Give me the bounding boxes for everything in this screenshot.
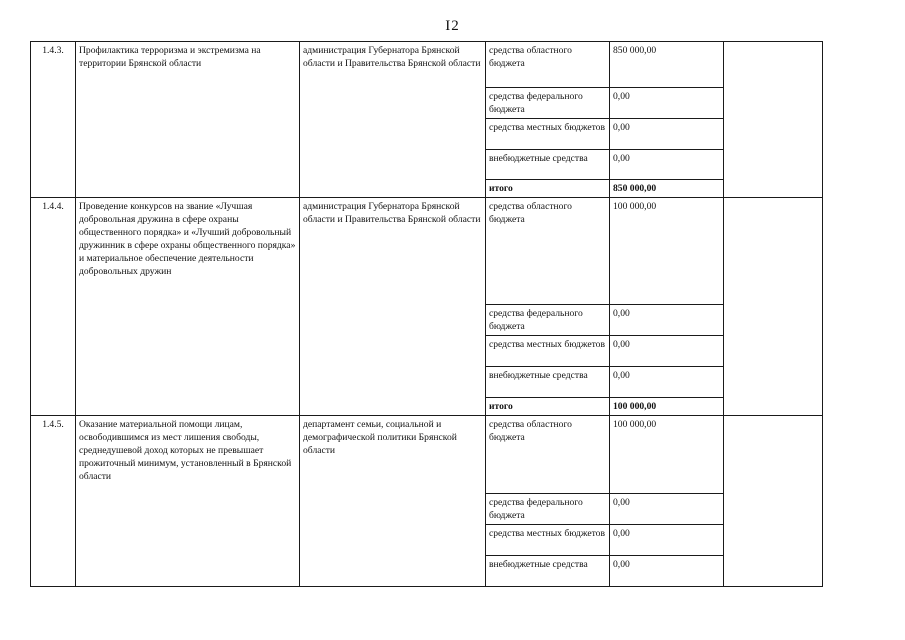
- empty-cell: [724, 198, 823, 416]
- empty-cell: [724, 416, 823, 587]
- funding-source-amount: 0,00: [610, 305, 724, 336]
- funding-source-label: средства местных бюджетов: [486, 119, 610, 150]
- funding-source-label: средства местных бюджетов: [486, 525, 610, 556]
- table-row: [31, 198, 823, 305]
- measure-description: Проведение конкурсов на звание «Лучшая добровольная дружина в сфере охраны общественного порядка» и «Лучший добровольный дружинник в сфере охраны общественного порядка» и материальное обеспечение деятельности добровольных дружин: [76, 198, 300, 416]
- funding-source-label: средства федерального бюджета: [486, 88, 610, 119]
- funding-source-amount: 0,00: [610, 556, 724, 587]
- funding-source-label: средства федерального бюджета: [486, 305, 610, 336]
- funding-source-label: средства федерального бюджета: [486, 494, 610, 525]
- funding-source-amount: 0,00: [610, 494, 724, 525]
- funding-source-amount: 0,00: [610, 367, 724, 398]
- empty-cell: [724, 42, 823, 198]
- funding-source-label: средства областного бюджета: [486, 42, 610, 88]
- measure-executor: администрация Губернатора Брянской области и Правительства Брянской области: [300, 198, 486, 416]
- funding-source-label: средства местных бюджетов: [486, 336, 610, 367]
- funding-source-amount: 0,00: [610, 150, 724, 180]
- funding-source-label: внебюджетные средства: [486, 367, 610, 398]
- funding-source-label: внебюджетные средства: [486, 150, 610, 180]
- total-amount: 100 000,00: [610, 398, 724, 416]
- funding-source-amount: 0,00: [610, 119, 724, 150]
- measure-number: 1.4.4.: [31, 198, 76, 416]
- funding-source-label: средства областного бюджета: [486, 416, 610, 494]
- table-row: [31, 42, 823, 88]
- funding-source-amount: 850 000,00: [610, 42, 724, 88]
- page-number: I2: [445, 18, 460, 34]
- measure-description: Оказание материальной помощи лицам, освободившимся из мест лишения свободы, среднедушевой доход которых не превышает прожиточный минимум, установленный в Брянской области: [76, 416, 300, 587]
- funding-source-amount: 0,00: [610, 336, 724, 367]
- measure-description: Профилактика терроризма и экстремизма на территории Брянской области: [76, 42, 300, 198]
- measure-number: 1.4.3.: [31, 42, 76, 198]
- funding-source-amount: 0,00: [610, 88, 724, 119]
- measure-number: 1.4.5.: [31, 416, 76, 587]
- funding-source-label: внебюджетные средства: [486, 556, 610, 587]
- program-measures-table: [30, 41, 823, 587]
- funding-source-amount: 100 000,00: [610, 416, 724, 494]
- measure-executor: департамент семьи, социальной и демографической политики Брянской области: [300, 416, 486, 587]
- table-row: [31, 416, 823, 494]
- funding-source-label: средства областного бюджета: [486, 198, 610, 305]
- total-label: итого: [486, 180, 610, 198]
- total-label: итого: [486, 398, 610, 416]
- total-amount: 850 000,00: [610, 180, 724, 198]
- funding-source-amount: 0,00: [610, 525, 724, 556]
- funding-source-amount: 100 000,00: [610, 198, 724, 305]
- measure-executor: администрация Губернатора Брянской области и Правительства Брянской области: [300, 42, 486, 198]
